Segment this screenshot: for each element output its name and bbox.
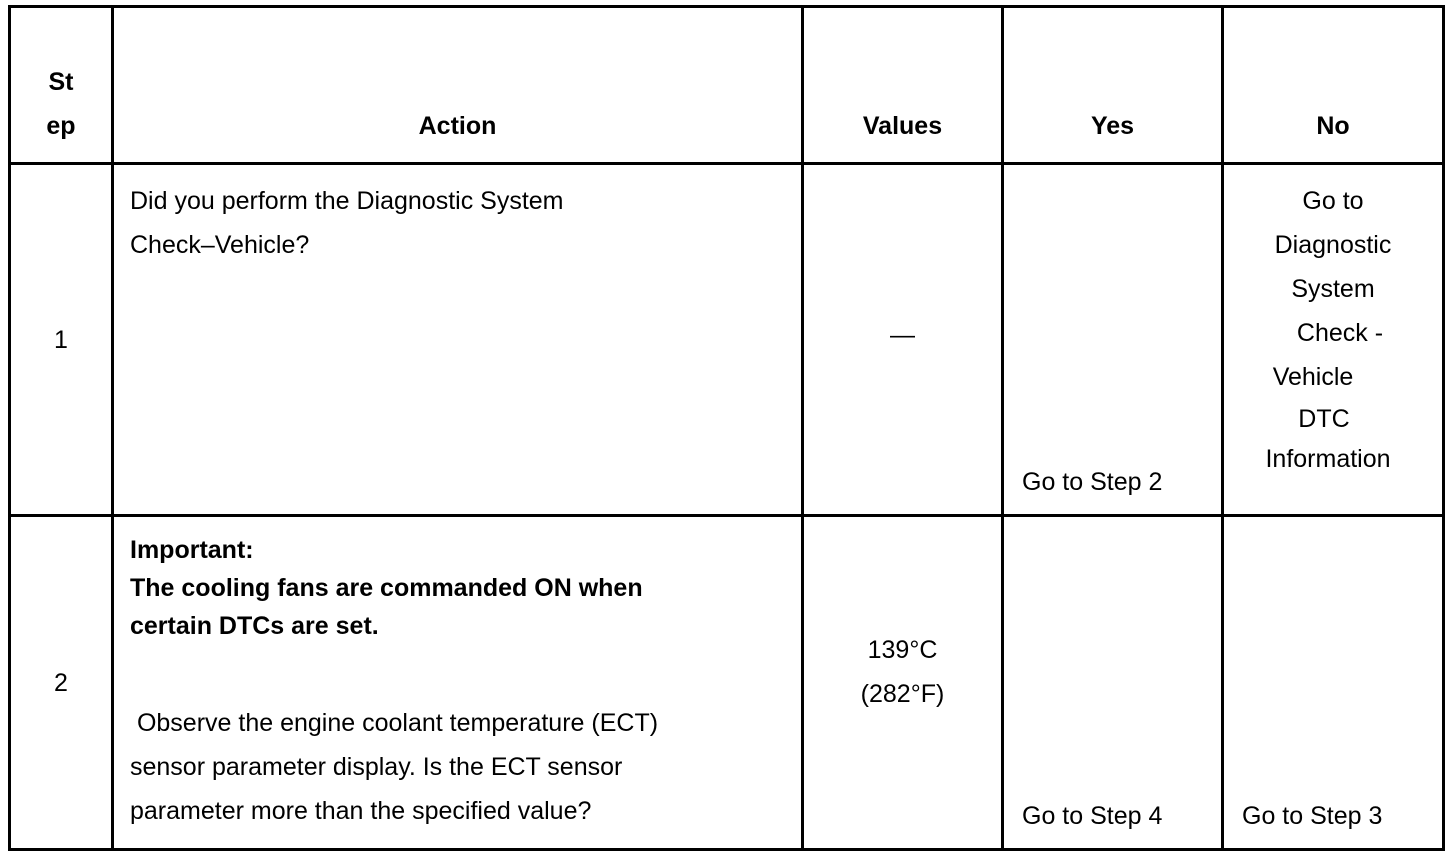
action-text-line: Observe the engine coolant temperature (ECT): [130, 709, 659, 737]
diagnostic-table: [8, 5, 1445, 851]
value-celsius: 139°C: [867, 636, 938, 664]
yes-cell: [1003, 516, 1223, 850]
header-step-line2: ep: [46, 112, 76, 140]
action-text-line: sensor parameter display. Is the ECT sensor: [130, 753, 623, 781]
no-cell: [1223, 164, 1444, 516]
yes-link[interactable]: Go to Step 2: [1022, 468, 1163, 496]
no-text-line: Go to: [1302, 187, 1364, 215]
no-text-line: Check -: [1296, 319, 1384, 347]
action-text-line: Did you perform the Diagnostic System: [130, 187, 564, 215]
action-text-line: Check–Vehicle?: [130, 231, 310, 259]
header-step: [10, 7, 113, 164]
action-text-line: parameter more than the specified value?: [130, 797, 592, 825]
table-row: [10, 516, 1444, 850]
values-cell: [803, 516, 1003, 850]
no-text-line: Information: [1265, 445, 1391, 473]
no-link[interactable]: [1224, 165, 1442, 479]
header-step-line1: St: [48, 68, 74, 96]
value-text: [804, 628, 1001, 716]
no-text-line: Diagnostic: [1274, 231, 1392, 259]
step-number: 2: [10, 516, 113, 850]
important-label: Important:: [130, 536, 254, 564]
header-no: No: [1223, 7, 1444, 164]
no-text-line: DTC: [1298, 405, 1350, 433]
values-cell: [803, 164, 1003, 516]
no-text-line: System: [1291, 275, 1375, 303]
step-number: 1: [10, 164, 113, 516]
no-text-line: Vehicle: [1272, 363, 1354, 391]
yes-link[interactable]: Go to Step 4: [1022, 802, 1163, 830]
no-cell: [1223, 516, 1444, 850]
header-values: Values: [803, 7, 1003, 164]
header-action: Action: [113, 7, 803, 164]
value-text: —: [890, 321, 915, 349]
important-note-line: certain DTCs are set.: [130, 612, 379, 640]
action-cell: [113, 516, 803, 850]
important-note-line: The cooling fans are commanded ON when: [130, 574, 643, 602]
no-link[interactable]: Go to Step 3: [1242, 802, 1383, 830]
table-row: [10, 164, 1444, 516]
yes-cell: [1003, 164, 1223, 516]
header-row: [10, 7, 1444, 164]
action-cell: [113, 164, 803, 516]
value-fahrenheit: (282°F): [860, 680, 945, 708]
header-yes: Yes: [1003, 7, 1223, 164]
